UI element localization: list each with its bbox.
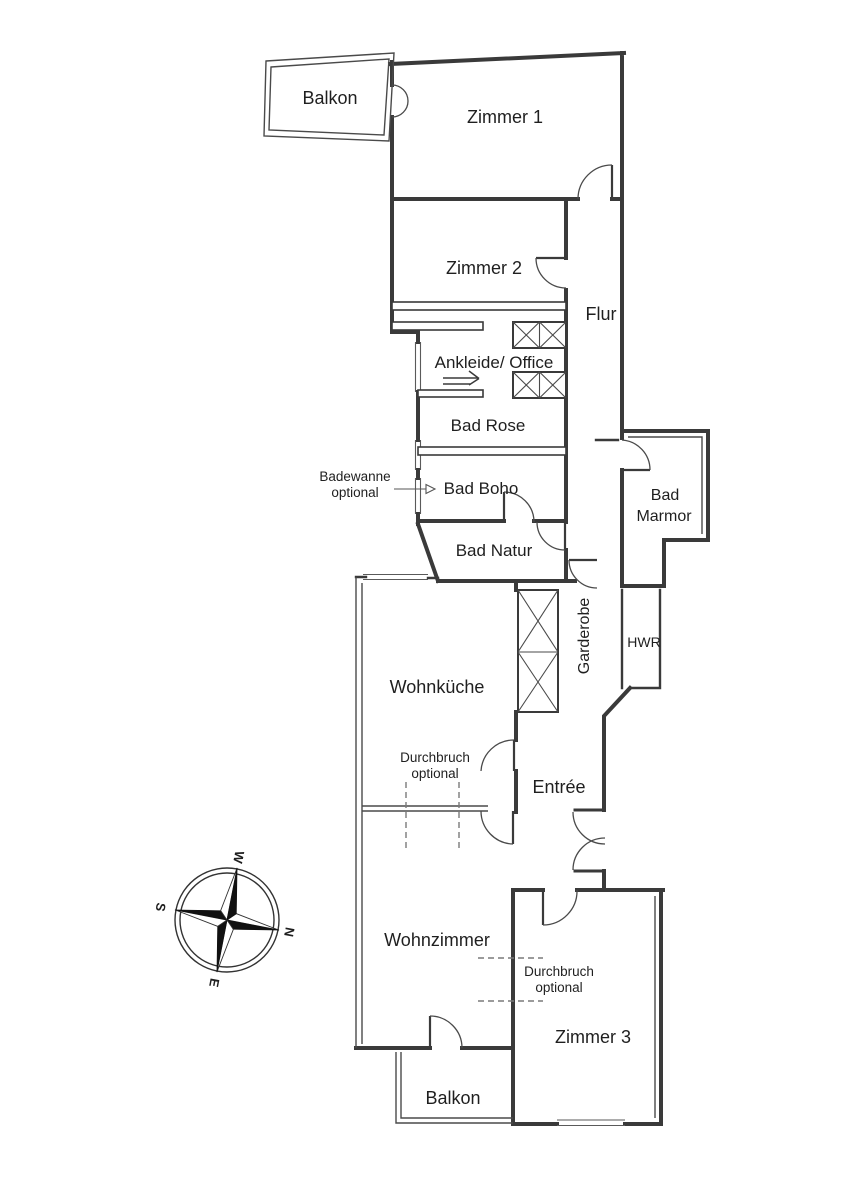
wall-band-ankleide-top (392, 322, 483, 330)
label-wohnzimmer: Wohnzimmer (384, 930, 490, 950)
label-hwr: HWR (627, 634, 661, 650)
compass-label-e: E (206, 977, 223, 989)
label-wohnkueche: Wohnküche (389, 677, 485, 697)
label-zimmer3: Zimmer 3 (555, 1027, 631, 1047)
label-bad-boho: Bad Boho (443, 479, 519, 498)
doors-layer (389, 85, 650, 1048)
badewanne-annotation-arrow (394, 485, 435, 494)
wall-band-zimmer2-bottom (392, 302, 566, 310)
compass-rose (140, 837, 310, 1001)
closet-garderobe-column (518, 590, 558, 712)
note-badewanne-1: Badewanne (319, 469, 391, 484)
walls-layer (264, 53, 708, 1126)
ankleide-direction-arrow (443, 371, 479, 385)
label-bad-marmor-2: Marmor (636, 508, 692, 525)
compass-label-n: N (281, 926, 298, 939)
wall-band-badrose-bottom (418, 447, 566, 455)
window-lines (363, 342, 625, 1126)
label-bad-rose: Bad Rose (450, 416, 526, 435)
label-balkon-bottom: Balkon (425, 1088, 481, 1108)
label-zimmer2: Zimmer 2 (446, 258, 522, 278)
label-zimmer1: Zimmer 1 (467, 107, 543, 127)
note-durchbruch-kueche-1: Durchbruch (400, 750, 470, 765)
note-durchbruch-kueche-2: optional (411, 766, 459, 781)
note-badewanne-2: optional (331, 485, 379, 500)
label-ankleide: Ankleide/ Office (434, 353, 554, 372)
note-durchbruch-zimmer3-2: optional (535, 980, 583, 995)
label-entree: Entrée (532, 777, 586, 797)
label-balkon-top: Balkon (302, 88, 358, 108)
wall-band-ankleide-bottom (418, 390, 483, 397)
secondary-walls (356, 440, 660, 688)
label-bad-natur: Bad Natur (455, 541, 533, 560)
compass-label-w: W (230, 849, 248, 865)
label-bad-marmor-1: Bad (650, 487, 680, 504)
door-arcs (389, 85, 650, 1048)
closets-layer (513, 322, 566, 712)
label-garderobe: Garderobe (576, 597, 593, 675)
labels-layer (302, 88, 692, 1108)
note-durchbruch-zimmer3-1: Durchbruch (524, 964, 594, 979)
label-flur: Flur (585, 304, 617, 324)
compass-label-s: S (152, 901, 169, 913)
